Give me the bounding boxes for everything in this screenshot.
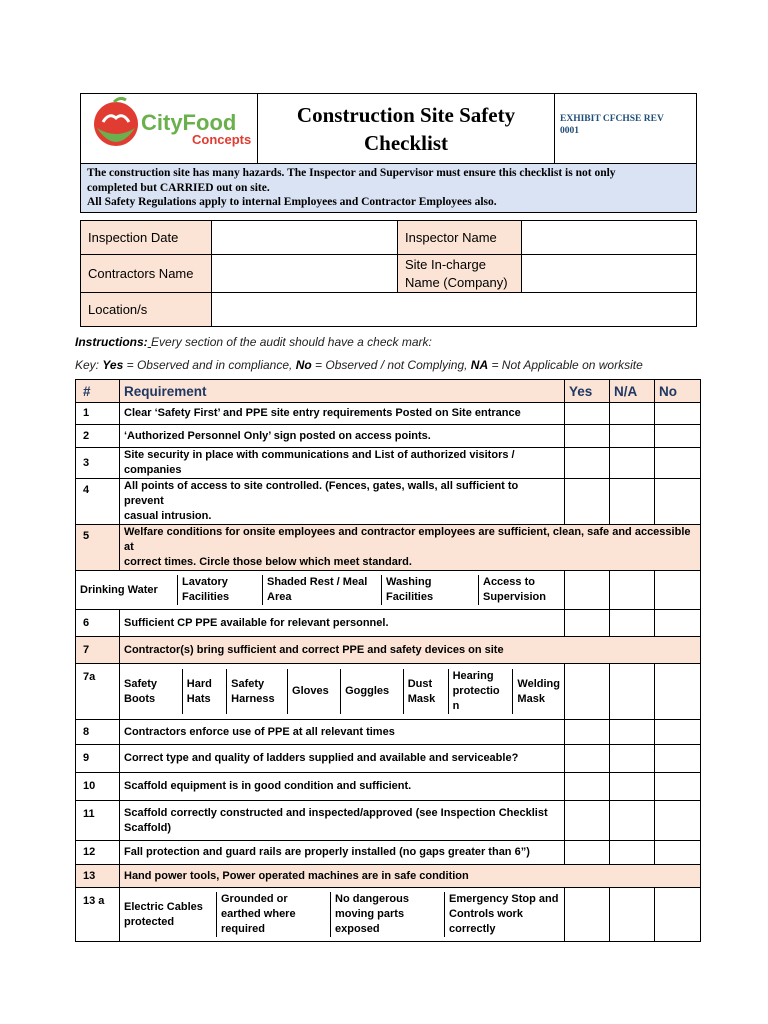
requirement-text: Site security in place with communications and List of authorized visitors / companies — [120, 448, 565, 479]
key-yes-desc: = Observed and in compliance, — [123, 358, 296, 372]
option-line: Welding — [517, 677, 560, 690]
site-incharge-field[interactable] — [522, 255, 697, 293]
col-num-header: # — [76, 380, 120, 403]
requirement-text — [120, 801, 565, 841]
table-row — [76, 841, 701, 865]
yes-check[interactable] — [565, 841, 610, 865]
contractors-name-field[interactable] — [212, 255, 398, 293]
site-incharge-line-2: Name (Company) — [405, 274, 508, 290]
safety-notice — [81, 164, 697, 213]
requirement-line-1: All points of access to site controlled. (Fences, gates, walls, all sufficient to prevent — [124, 480, 519, 507]
row-num: 13 — [76, 865, 120, 888]
table-row — [76, 610, 701, 637]
instructions-text: Every section of the audit should have a check mark: — [151, 335, 432, 349]
option-grounded[interactable] — [217, 892, 331, 937]
yes-check[interactable] — [565, 425, 610, 448]
row-num: 13 a — [76, 888, 120, 942]
checklist-header-row — [76, 380, 701, 403]
cityfood-logo-icon — [81, 94, 257, 158]
option-line: n — [452, 700, 460, 712]
requirement-line-2: correct times. Circle those below which meet standard. — [124, 556, 412, 568]
key-line — [75, 358, 643, 372]
logo-subtext: Concepts — [192, 132, 252, 147]
yes-check[interactable] — [565, 745, 610, 773]
row-num: 7 — [76, 637, 120, 664]
requirement-text — [120, 479, 565, 525]
inspector-name-label: Inspector Name — [398, 221, 522, 255]
option-line: Access to — [483, 576, 535, 588]
notice-line-1: The construction site has many hazards. The Inspector and Supervisor must ensure this checklist is not only — [87, 167, 616, 179]
exhibit-line-1: EXHIBIT CFCHSE REV — [560, 114, 664, 124]
contractors-name-label: Contractors Name — [81, 255, 212, 293]
location-label: Location/s — [81, 293, 212, 327]
option-shaded-rest[interactable] — [263, 575, 382, 605]
option-line: Electric Cables — [124, 900, 203, 913]
notice-line-2: completed but CARRIED out on site. — [87, 181, 270, 194]
requirement-text: Clear ‘Safety First’ and PPE site entry requirements Posted on Site entrance — [120, 403, 565, 425]
option-hard-hats[interactable] — [182, 669, 226, 714]
page-title — [258, 94, 555, 164]
key-na: NA — [470, 358, 489, 372]
option-line: Harness — [231, 692, 275, 705]
col-na-header: N/A — [610, 380, 655, 403]
requirement-text: Hand power tools, Power operated machines are in safe condition — [120, 865, 701, 888]
option-line: No dangerous — [335, 893, 409, 905]
no-check[interactable] — [655, 448, 701, 479]
option-welding-mask[interactable] — [513, 669, 564, 714]
table-row — [76, 801, 701, 841]
power-tool-options — [120, 888, 565, 942]
inspection-date-field[interactable] — [212, 221, 398, 255]
option-safety-boots[interactable] — [120, 669, 182, 714]
option-line: earthed where — [221, 908, 296, 920]
table-row — [76, 425, 701, 448]
requirement-line-2: Scaffold) — [124, 821, 172, 834]
yes-check[interactable] — [565, 479, 610, 525]
table-row — [76, 448, 701, 479]
location-field[interactable] — [212, 293, 697, 327]
option-safety-harness[interactable] — [227, 669, 288, 714]
na-check[interactable] — [610, 841, 655, 865]
col-yes-header: Yes — [565, 380, 610, 403]
option-line: Dust — [407, 677, 433, 690]
title-line-2: Checklist — [364, 130, 448, 155]
yes-check[interactable] — [565, 773, 610, 801]
welfare-options — [76, 571, 565, 610]
table-row — [76, 745, 701, 773]
no-check[interactable] — [655, 664, 701, 720]
option-washing[interactable] — [382, 575, 479, 605]
row-num: 11 — [76, 801, 120, 841]
option-line: Supervision — [483, 591, 546, 603]
instructions-label: Instructions: — [75, 335, 148, 349]
option-line: exposed — [335, 923, 380, 935]
option-line: Mask — [407, 692, 436, 705]
key-no-desc: = Observed / not Complying, — [311, 358, 471, 372]
option-gloves[interactable]: Gloves — [288, 669, 341, 714]
key-prefix: Key: — [75, 358, 103, 372]
row-num: 10 — [76, 773, 120, 801]
welfare-options-table — [76, 575, 564, 605]
yes-check[interactable] — [565, 571, 610, 610]
no-check[interactable] — [655, 720, 701, 745]
requirement-text: Fall protection and guard rails are properly installed (no gaps greater than 6”) — [120, 841, 565, 865]
row-num: 7a — [76, 664, 120, 720]
table-row — [76, 720, 701, 745]
title-line-1: Construction Site Safety — [296, 102, 516, 127]
row-num: 12 — [76, 841, 120, 865]
row-num: 1 — [76, 403, 120, 425]
no-check[interactable] — [655, 571, 701, 610]
requirement-text: Correct type and quality of ladders supplied and available and serviceable? — [120, 745, 565, 773]
row-num: 8 — [76, 720, 120, 745]
yes-check[interactable] — [565, 664, 610, 720]
requirement-text — [120, 525, 701, 571]
requirement-text: Contractor(s) bring sufficient and correct PPE and safety devices on site — [120, 637, 701, 664]
checklist-table — [75, 379, 701, 942]
table-row-highlight — [76, 525, 701, 571]
na-check[interactable] — [610, 448, 655, 479]
option-line: protectio — [452, 685, 500, 697]
option-lavatory[interactable] — [178, 575, 263, 605]
yes-check[interactable] — [565, 610, 610, 637]
ppe-options-table — [120, 669, 564, 714]
table-row-highlight — [76, 865, 701, 888]
requirement-text: ‘Authorized Personnel Only’ sign posted on access points. — [120, 425, 565, 448]
na-check[interactable] — [610, 801, 655, 841]
option-line: Hearing — [452, 670, 494, 682]
key-yes: Yes — [102, 358, 124, 372]
requirement-text: Sufficient CP PPE available for relevant personnel. — [120, 610, 565, 637]
row-num: 9 — [76, 745, 120, 773]
table-row — [76, 664, 701, 720]
yes-check[interactable] — [565, 720, 610, 745]
na-check[interactable] — [610, 664, 655, 720]
document-header — [80, 93, 697, 213]
na-check[interactable] — [610, 888, 655, 942]
option-line: Hard — [186, 677, 212, 690]
key-no: No — [295, 358, 312, 372]
na-check[interactable] — [610, 720, 655, 745]
option-line: Area — [267, 591, 292, 603]
option-line: Grounded or — [221, 893, 288, 905]
option-line: Washing — [386, 576, 432, 588]
yes-check[interactable] — [565, 801, 610, 841]
exhibit-code — [555, 94, 697, 164]
table-row — [76, 403, 701, 425]
site-incharge-label — [398, 255, 522, 293]
col-no-header: No — [655, 380, 701, 403]
option-no-moving-parts[interactable] — [331, 892, 445, 937]
exhibit-line-2: 0001 — [560, 126, 579, 136]
no-check[interactable] — [655, 888, 701, 942]
col-requirement-header: Requirement — [120, 380, 565, 403]
table-row — [76, 888, 701, 942]
requirement-text: Scaffold equipment is in good condition and sufficient. — [120, 773, 565, 801]
no-check[interactable] — [655, 801, 701, 841]
ppe-options — [120, 664, 565, 720]
table-row — [76, 571, 701, 610]
yes-check[interactable] — [565, 403, 610, 425]
no-check[interactable] — [655, 403, 701, 425]
instructions-line — [75, 335, 432, 349]
requirement-text: Contractors enforce use of PPE at all relevant times — [120, 720, 565, 745]
option-line: Facilities — [182, 591, 230, 603]
na-check[interactable] — [610, 403, 655, 425]
inspector-name-field[interactable] — [522, 221, 697, 255]
na-check[interactable] — [610, 425, 655, 448]
option-access-supervision[interactable] — [479, 575, 565, 605]
site-incharge-line-1: Site In-charge — [405, 256, 486, 272]
row-num: 5 — [76, 525, 120, 571]
row-num: 2 — [76, 425, 120, 448]
inspection-date-label: Inspection Date — [81, 221, 212, 255]
table-row — [76, 773, 701, 801]
na-check[interactable] — [610, 610, 655, 637]
option-hearing-protection[interactable] — [448, 669, 513, 714]
option-line: Facilities — [386, 591, 434, 603]
row-num: 4 — [76, 479, 120, 525]
row-num: 3 — [76, 448, 120, 479]
no-check[interactable] — [655, 425, 701, 448]
no-check[interactable] — [655, 841, 701, 865]
requirement-line-1: Welfare conditions for onsite employees and contractor employees are sufficient, clean, safe and accessible at — [124, 526, 691, 553]
no-check[interactable] — [655, 745, 701, 773]
na-check[interactable] — [610, 773, 655, 801]
option-line: Hats — [186, 692, 211, 705]
option-electric-cables[interactable] — [120, 892, 217, 937]
logo-cell — [81, 94, 258, 164]
option-emergency-stop[interactable] — [445, 892, 565, 937]
option-goggles[interactable]: Goggles — [341, 669, 404, 714]
table-row — [76, 479, 701, 525]
no-check[interactable] — [655, 773, 701, 801]
requirement-line-2: casual intrusion. — [124, 510, 212, 522]
option-line: required — [221, 923, 266, 935]
notice-line-3: All Safety Regulations apply to internal Employees and Contractor Employees also. — [87, 196, 497, 208]
power-tool-options-table — [120, 892, 564, 937]
yes-check[interactable] — [565, 448, 610, 479]
no-check[interactable] — [655, 479, 701, 525]
option-line: Safety — [124, 677, 158, 690]
inspection-info-table — [80, 220, 697, 327]
requirement-line-1: Scaffold correctly constructed and inspected/approved (see Inspection Checklist — [124, 806, 548, 819]
na-check[interactable] — [610, 571, 655, 610]
option-line: Mask — [517, 692, 545, 705]
option-line: moving parts — [335, 908, 405, 920]
option-line: protected — [124, 915, 175, 928]
option-line: Lavatory — [182, 576, 228, 588]
table-row-highlight — [76, 637, 701, 664]
row-num: 6 — [76, 610, 120, 637]
option-line: Emergency Stop and — [449, 893, 559, 905]
option-drinking-water[interactable]: Drinking Water — [76, 575, 178, 605]
option-line: Shaded Rest / Meal — [267, 576, 368, 588]
option-line: Controls work correctly — [449, 908, 523, 935]
na-check[interactable] — [610, 745, 655, 773]
key-na-desc: = Not Applicable on worksite — [488, 358, 643, 372]
yes-check[interactable] — [565, 888, 610, 942]
no-check[interactable] — [655, 610, 701, 637]
option-line: Boots — [124, 692, 156, 705]
na-check[interactable] — [610, 479, 655, 525]
option-dust-mask[interactable] — [403, 669, 448, 714]
logo-text: CityFood — [141, 110, 237, 135]
option-line: Safety — [231, 677, 265, 690]
